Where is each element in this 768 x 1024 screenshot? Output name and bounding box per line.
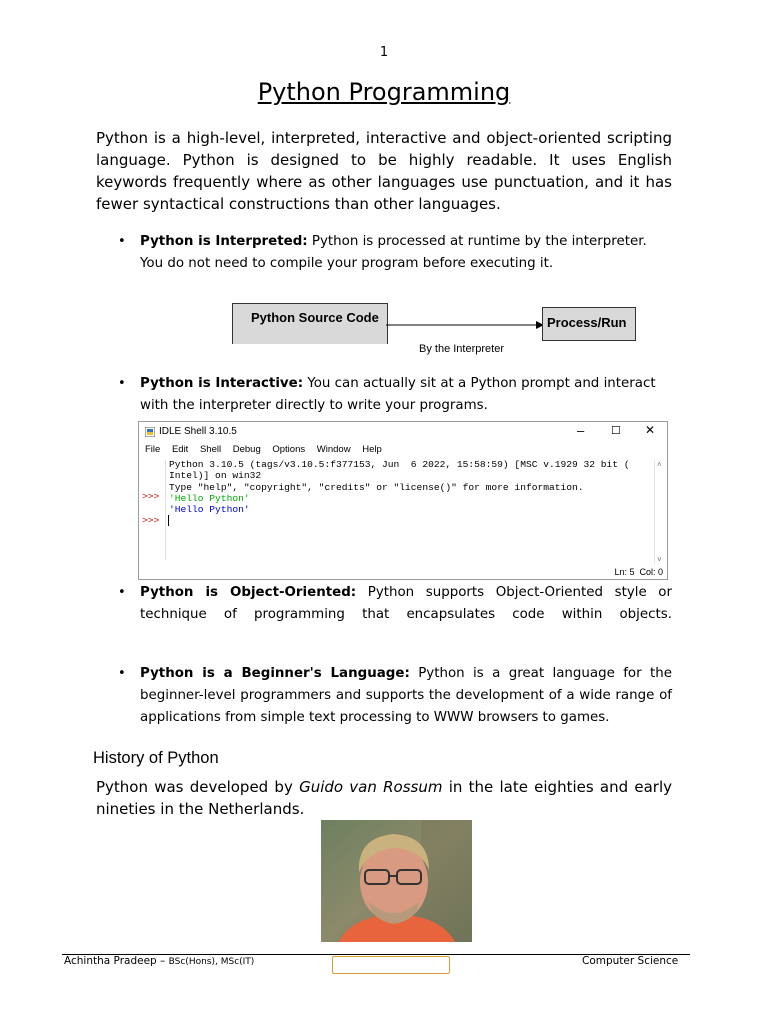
shell-input-string: 'Hello Python' <box>169 492 250 504</box>
menu-window[interactable]: Window <box>316 444 351 455</box>
guido-portrait-photo <box>321 820 472 942</box>
prompt-marker: >>> <box>142 515 160 526</box>
shell-line: Type "help", "copyright", "credits" or "license()" for more information. <box>169 481 584 493</box>
close-icon[interactable]: ✕ <box>645 423 656 437</box>
arrow-caption: By the Interpreter <box>419 343 504 355</box>
menu-file[interactable]: File <box>145 444 161 455</box>
author-name: Achintha Pradeep – <box>64 955 169 967</box>
history-text-before: Python was developed by <box>96 778 300 796</box>
footer-subject: Computer Science <box>582 955 679 967</box>
bullet-text: You can actually sit at a Python prompt and interact with the interpreter directly to write your programs. <box>140 376 656 413</box>
idle-menubar <box>145 444 391 455</box>
arrow-right-icon <box>386 318 544 332</box>
vertical-scrollbar[interactable] <box>654 460 667 564</box>
idle-window-title: IDLE Shell 3.10.5 <box>159 426 237 437</box>
creator-name: Guido van Rossum <box>299 778 443 796</box>
bullet-text: Python is processed at runtime by the interpreter. You do not need to compile your program before executing it. <box>140 234 647 271</box>
status-line: Ln: 5 <box>614 567 635 577</box>
status-column: Col: 0 <box>639 567 663 577</box>
menu-debug[interactable]: Debug <box>232 444 261 455</box>
interpreter-diagram <box>232 303 637 353</box>
scroll-down-icon[interactable]: ˅ <box>657 555 662 564</box>
shell-line: Python 3.10.5 (tags/v3.10.5:f377153, Jun 6 2022, 15:58:59) [MSC v.1929 32 bit ( <box>169 459 630 470</box>
footer-empty-field[interactable] <box>332 956 450 974</box>
footer-author <box>64 955 254 967</box>
menu-shell[interactable]: Shell <box>199 444 222 455</box>
menu-options[interactable]: Options <box>272 444 306 455</box>
menu-edit[interactable]: Edit <box>171 444 189 455</box>
idle-app-icon <box>145 427 155 437</box>
shell-output[interactable] <box>169 459 630 526</box>
shell-output-string: 'Hello Python' <box>169 504 250 516</box>
intro-paragraph <box>96 127 672 215</box>
bullet-dot-icon: • <box>118 666 126 681</box>
scroll-up-icon[interactable]: ˄ <box>657 460 662 469</box>
process-run-box <box>542 307 636 341</box>
bullet-label: Python is Interactive: <box>140 376 304 391</box>
process-run-label: Process/Run <box>547 315 627 330</box>
menu-help[interactable]: Help <box>362 444 382 455</box>
bullet-text: Python is a great language for the beginner-level programmers and supports the development of a wide range of applications from simple text processing to WWW browsers to games. <box>140 666 672 725</box>
bullet-label: Python is Interpreted: <box>140 234 308 249</box>
bullet-dot-icon: • <box>118 376 126 391</box>
shell-line: Intel)] on win32 <box>169 470 262 482</box>
text-cursor <box>168 515 170 526</box>
section-heading: History of Python <box>93 749 219 767</box>
author-credentials: BSc(Hons), MSc(IT) <box>168 957 255 967</box>
bullet-dot-icon: • <box>118 585 126 600</box>
idle-shell-window <box>138 421 668 580</box>
idle-titlebar <box>139 422 667 442</box>
page-title: Python Programming <box>257 78 511 106</box>
bullet-text: Python supports Object-Oriented style or technique of programming that encapsulates code within objects. <box>140 585 672 622</box>
bullet-label: Python is Object-Oriented: <box>140 585 357 600</box>
history-text-after: in the late eighties and early nineties in the Netherlands. <box>96 778 672 818</box>
history-paragraph <box>96 776 672 820</box>
page-number: 1 <box>379 45 389 60</box>
source-code-label: Python Source Code <box>251 310 379 325</box>
minimize-icon[interactable]: – <box>577 423 585 438</box>
prompt-gutter <box>139 460 166 560</box>
source-code-box <box>232 303 388 344</box>
bullet-dot-icon: • <box>118 234 126 249</box>
status-bar <box>614 567 663 577</box>
intro-text: Python is a high-level, interpreted, interactive and object-oriented scripting language. Python is designed to be highly readable. It uses English keywords frequently where as other languages use punctuation, and it has fewer syntactical constructions than other languages. <box>96 129 672 213</box>
prompt-marker: >>> <box>142 491 160 502</box>
maximize-icon[interactable]: ☐ <box>611 425 621 437</box>
bullet-label: Python is a Beginner's Language: <box>140 666 410 681</box>
